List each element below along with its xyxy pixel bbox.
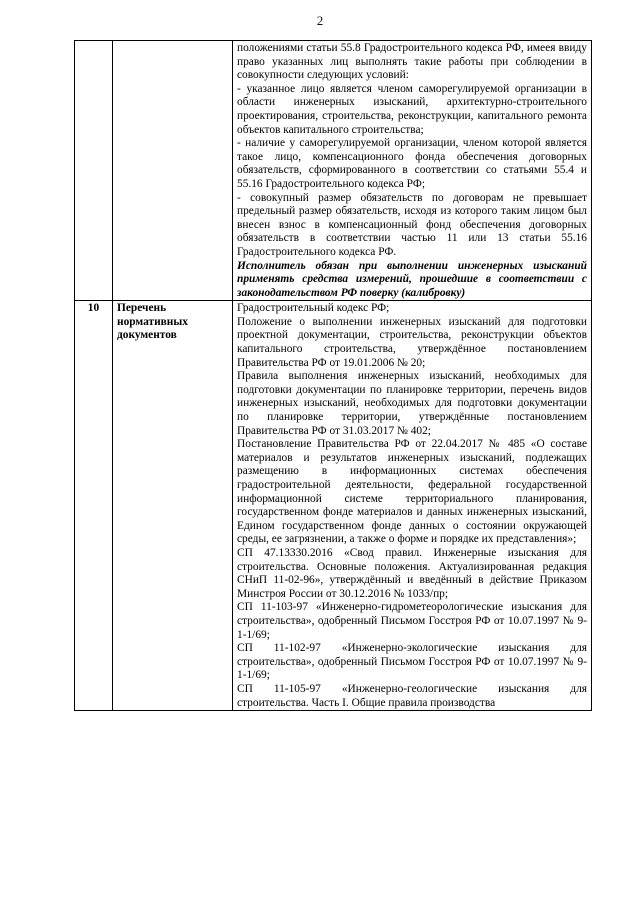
row-label-cell (113, 41, 233, 301)
table-row (75, 301, 592, 711)
emphasized-requirement: Исполнитель обязан при выполнении инженерных изысканий применять средства измерений, прошедшие в соответствии с законодательством РФ поверку (калибровку) (237, 259, 587, 299)
row-label-cell: Перечень нормативных документов (113, 301, 233, 711)
row-content-cell (233, 301, 592, 711)
normative-document-item: СП 47.13330.2016 «Свод правил. Инженерные изыскания для строительства. Основные положения. Актуализированная редакция СНиП 11-02-96», утверждённый и введённый в действие Приказом Минстроя России от 30.12.2016 № 1033/пр; (237, 546, 587, 600)
normative-document-item: СП 11-102-97 «Инженерно-экологические изыскания для строительства», одобренный Письмом Госстроя РФ от 10.07.1997 № 9-1-1/69; (237, 642, 587, 682)
normative-document-item: Градостроительный кодекс РФ; (237, 302, 390, 315)
normative-document-item: Положение о выполнении инженерных изысканий для подготовки проектной документации, строительства, реконструкции объектов капитального строительства, утверждённое постановлением Правительства РФ от 19.01.2006 № 20; (237, 315, 587, 369)
normative-document-item: Постановление Правительства РФ от 22.04.2017 № 485 «О составе материалов и результатов инженерных изысканий, подлежащих размещению в информационных системах обеспечения градостроительной деятельности, федеральной государственной информационной системе территориального планирования, государственном фонде материалов и данных инженерных изысканий, Едином государственном фонде данных о состоянии окружающей среды, ее загрязнении, а также о форме и порядке их представления»; (237, 438, 587, 546)
normative-document-item: СП 11-103-97 «Инженерно-гидрометеорологические изыскания для строительства», одобренный Письмом Госстроя РФ от 10.07.1997 № 9-1-1/69; (237, 601, 587, 641)
row-number-cell (75, 41, 113, 301)
requirements-table (74, 40, 592, 711)
condition-item: - совокупный размер обязательств по договорам не превышает предельный размер обязательств, исходя из которого таким лицом был внесен взнос в компенсационный фонд обеспечения договорных обязательств в соответствии частью 11 или 13 статьи 55.16 Градостроительного кодекса РФ. (237, 191, 587, 258)
page-number: 2 (316, 13, 324, 28)
row-content-cell (233, 41, 592, 301)
normative-document-item: СП 11-105-97 «Инженерно-геологические изыскания для строительства. Часть I. Общие правила производства (237, 682, 587, 709)
condition-item: - указанное лицо является членом саморегулируемой организации в области инженерных изысканий, архитектурно-строительного проектирования, строительства, реконструкции, капитального ремонта объектов капитального строительства; (237, 82, 587, 136)
table-row (75, 41, 592, 301)
condition-item: - наличие у саморегулируемой организации, членом которой является такое лицо, компенсационного фонда обеспечения договорных обязательств, сформированного в соответствии со статьями 55.4 и 55.16 Градостроительного кодекса РФ; (237, 137, 587, 190)
normative-document-item: Правила выполнения инженерных изысканий, необходимых для подготовки документации по планировке территории, перечень видов инженерных изысканий, необходимых для подготовки документации по планировке территории, утверждённые постановлением Правительства РФ от 31.03.2017 № 402; (237, 370, 587, 437)
content-paragraph: положениями статьи 55.8 Градостроительного кодекса РФ, имеея ввиду право указанных лиц выполнять такие работы при соблюдении в совокупности следующих условий: (237, 42, 587, 82)
row-number-cell: 10 (75, 301, 113, 711)
